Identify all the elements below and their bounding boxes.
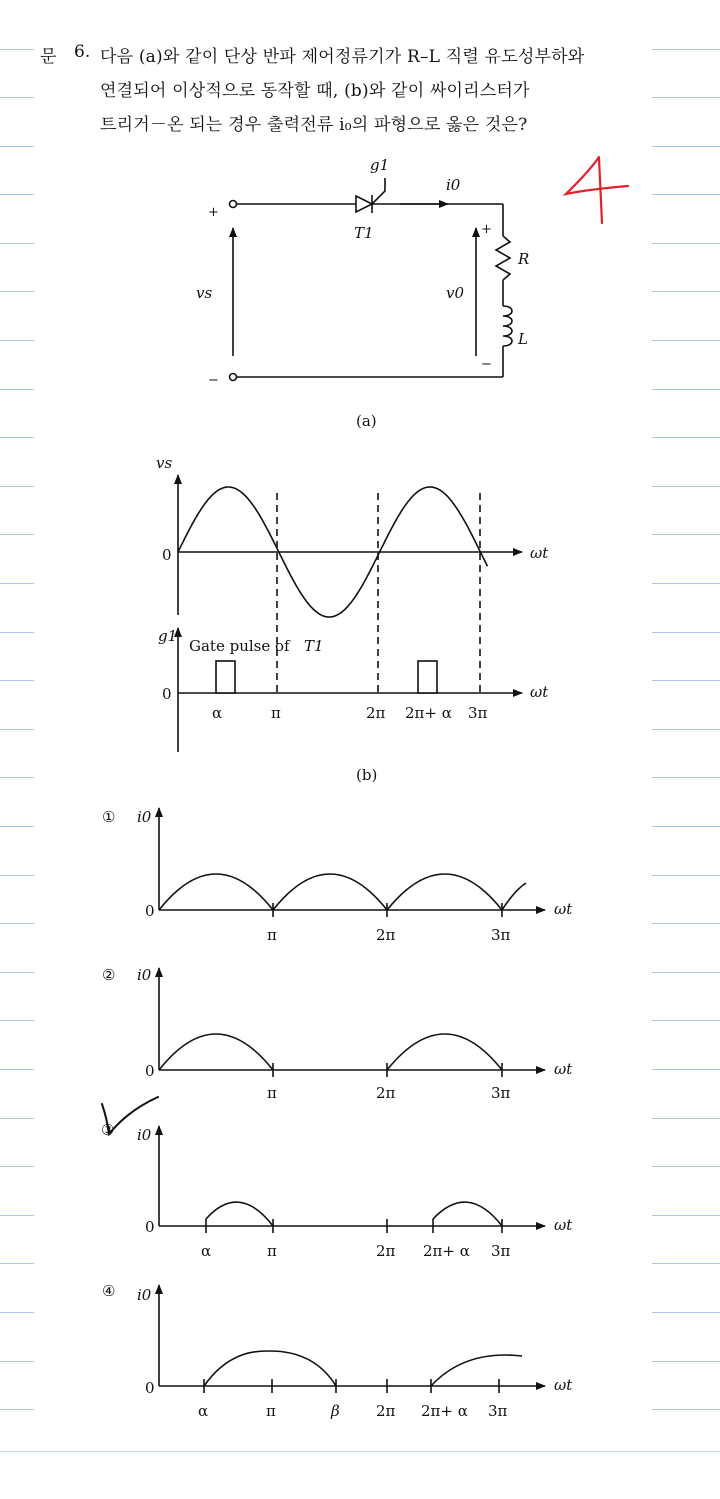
option-4-tick-pi: π xyxy=(266,1402,276,1420)
option-1-zero: 0 xyxy=(145,902,155,920)
option-2-marker: ② xyxy=(102,966,116,984)
option-4-zero: 0 xyxy=(145,1379,155,1397)
option-3-tick-pi: π xyxy=(267,1242,277,1260)
source-plus: + xyxy=(208,205,219,220)
option-1-tick-3pi: 3π xyxy=(491,926,511,944)
option-3-tick-alpha: α xyxy=(201,1242,212,1260)
option-1-wt: ωt xyxy=(554,900,573,918)
g1-wt-label: ωt xyxy=(530,683,549,701)
source-voltage-label: vs xyxy=(196,284,213,302)
output-minus: − xyxy=(481,357,492,372)
vs-wt-label: ωt xyxy=(530,544,549,562)
option-1-graph xyxy=(159,808,545,917)
question-prefix: 문 xyxy=(40,47,57,67)
inductor-label: L xyxy=(518,330,528,348)
g1-axis-label: g1 xyxy=(158,627,178,645)
caption-b: (b) xyxy=(356,766,378,784)
option-2-tick-pi: π xyxy=(267,1084,277,1102)
circuit-diagram xyxy=(230,178,513,381)
option-3-marker: ③ xyxy=(101,1121,115,1139)
option-4-tick-beta: β xyxy=(331,1402,340,1420)
source-minus: − xyxy=(208,373,219,388)
gate-pulse-2 xyxy=(418,661,437,693)
option-2-tick-3pi: 3π xyxy=(491,1084,511,1102)
caption-a: (a) xyxy=(356,412,377,430)
option-1-ylabel: i0 xyxy=(137,808,152,826)
option-4-wt: ωt xyxy=(554,1376,573,1394)
option-3-zero: 0 xyxy=(145,1218,155,1236)
option-3-tick-3pi: 3π xyxy=(491,1242,511,1260)
option-4-tick-2pi-alpha: 2π+ α xyxy=(421,1402,468,1420)
tick-2pi-alpha: 2π+ α xyxy=(405,704,452,722)
tick-pi: π xyxy=(271,704,281,722)
option-2-graph xyxy=(159,968,545,1077)
option-2-wt: ωt xyxy=(554,1060,573,1078)
tick-2pi: 2π xyxy=(366,704,386,722)
option-4-tick-alpha: α xyxy=(198,1402,209,1420)
option-2-tick-2pi: 2π xyxy=(376,1084,396,1102)
thyristor-label: T1 xyxy=(354,224,374,242)
option-1-marker: ① xyxy=(102,808,116,826)
output-plus: + xyxy=(481,222,492,237)
option-4-graph xyxy=(159,1285,545,1393)
tick-3pi: 3π xyxy=(468,704,488,722)
handwritten-answer-mark xyxy=(566,157,628,223)
vs-axis-label: vs xyxy=(156,454,173,472)
option-1-tick-pi: π xyxy=(267,926,277,944)
tick-alpha: α xyxy=(212,704,223,722)
resistor-label: R xyxy=(518,250,530,268)
question-line-1: 다음 (a)와 같이 단상 반파 제어정류기가 R–L 직렬 유도성부하와 xyxy=(100,47,585,67)
question-line-3: 트리거－온 되는 경우 출력전류 i₀의 파형으로 옳은 것은? xyxy=(100,115,528,135)
gate-label: g1 xyxy=(370,156,390,174)
option-4-ylabel: i0 xyxy=(137,1286,152,1304)
current-label: i0 xyxy=(446,176,461,194)
option-3-ylabel: i0 xyxy=(137,1126,152,1144)
option-2-ylabel: i0 xyxy=(137,966,152,984)
option-1-tick-2pi: 2π xyxy=(376,926,396,944)
option-4-tick-3pi: 3π xyxy=(488,1402,508,1420)
option-3-tick-2pi: 2π xyxy=(376,1242,396,1260)
output-voltage-label: v0 xyxy=(446,284,465,302)
gate-pulse-1 xyxy=(216,661,235,693)
option-4-tick-2pi: 2π xyxy=(376,1402,396,1420)
option-2-zero: 0 xyxy=(145,1062,155,1080)
question-line-2: 연결되어 이상적으로 동작할 때, (b)와 같이 싸이리스터가 xyxy=(100,81,530,101)
question-number: 6. xyxy=(74,42,91,62)
g1-zero: 0 xyxy=(162,685,172,703)
option-4-marker: ④ xyxy=(102,1282,116,1300)
gate-pulse-text: Gate pulse of xyxy=(189,637,290,655)
vs-zero: 0 xyxy=(162,546,172,564)
option-3-graph xyxy=(159,1126,545,1233)
option-3-tick-2pi-alpha: 2π+ α xyxy=(423,1242,470,1260)
option-3-wt: ωt xyxy=(554,1216,573,1234)
gate-pulse-text-t1: T1 xyxy=(304,637,324,655)
